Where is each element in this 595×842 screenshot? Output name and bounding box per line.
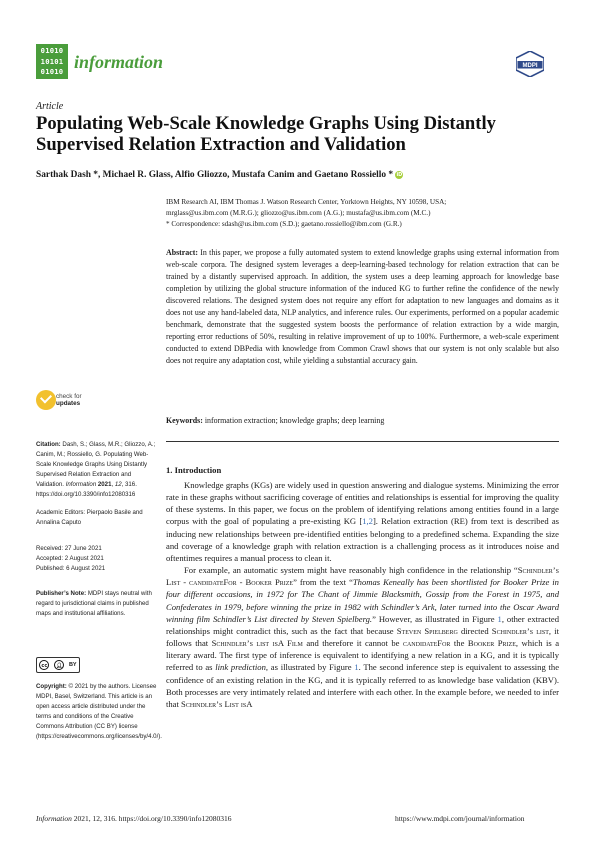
keywords-label: Keywords: xyxy=(166,416,203,425)
logo-row: 10101 xyxy=(40,56,64,66)
figure-link[interactable]: 1 xyxy=(354,662,359,673)
abstract-label: Abstract: xyxy=(166,248,198,257)
keywords-text: information extraction; knowledge graphs; deep learning xyxy=(204,416,385,425)
journal-logo xyxy=(36,44,68,79)
journal-name: information xyxy=(74,52,164,72)
abstract xyxy=(166,247,559,367)
author-list xyxy=(36,170,556,180)
mdpi-logo-icon xyxy=(516,51,544,77)
cc-license-icon[interactable] xyxy=(36,657,80,673)
affiliation-block xyxy=(166,197,561,230)
check-icon xyxy=(36,390,56,410)
footer-url[interactable]: https://www.mdpi.com/journal/information xyxy=(395,814,525,823)
publisher-note: Publisher’s Note: MDPI stays neutral with regard to jurisdictional claims in published maps and institutional affiliations. xyxy=(36,590,152,617)
article-type: Article xyxy=(36,101,64,112)
check-for-label: check for xyxy=(56,393,82,400)
publisher-note-label: Publisher’s Note: xyxy=(36,590,87,597)
logo-row: 01010 xyxy=(40,46,64,55)
received-date: Received: 27 June 2021 xyxy=(36,545,102,552)
affiliation-line: IBM Research AI, IBM Thomas J. Watson Research Center, Yorktown Heights, NY 10598, USA; xyxy=(166,198,447,206)
body-text xyxy=(166,479,559,710)
copyright-block: Copyright: © 2021 by the authors. Licensee MDPI, Basel, Switzerland. This article is an open access article distributed under the terms and conditions of the Creative Commons Attribution (CC BY) license (https://creativecommons.org/licenses/by/4.0/). xyxy=(36,683,162,740)
check-for-updates-badge[interactable] xyxy=(36,390,96,412)
paragraph: For example, an automatic system might have reasonably high confidence in the relationship “Schindler’s List - candidateFor - Booker Prize” from the text “Thomas Keneally has been shortlisted for Booker Prize in four different occasions, in 1972 for The Chant of Jimmie Blacksmith, Gossip from the Forest in 1975, and Confederates in 1979, before winning the prize in 1982 with Schindler’s Ark, later turned into the Oscar Award winning film Schindler’s List directed by Steven Spielberg.” However, as illustrated in Figure 1, other extracted relationships might contradict this, such as the fact that because Steven Spielberg directed Schindler’s list, it follows that Schindler’s list isA Film and therefore it cannot be candidateFor the Booker Prize, which is a literary award. The first type of inference is equivalent to identifying a new relation in a KG, and it is typically referred to as link prediction, as illustrated by Figure 1. The second inference step is equivalent to assessing the confidence of an existing relation in the KG, and it is typically referred to as knowledge base validation (KBV). Both processes are very intimately related and interfere with each other. In the example before, we needed to infer that Schindler’s List isA xyxy=(166,565,560,709)
keywords xyxy=(166,416,559,425)
section-divider xyxy=(166,441,559,442)
citation-label: Citation: xyxy=(36,441,61,448)
cc-by-label: BY xyxy=(68,662,77,668)
abstract-text: In this paper, we propose a fully automated system to extend knowledge graphs using external information from web-scale corpora. The designed system leverages a deep-learning-based technology for relation extraction that can be trained by a distantly supervised approach. In addition, the system uses a deep learning approach for knowledge base completion by utilizing the global structure information of the induced KG to further refine the confidence of the newly discovered relations. The designed system does not require any effort for adaptation to new languages and domains as it does not use any hand-labeled data, NLP analytics, and inference rules. Our experiments, performed on a popular academic benchmark, demonstrate that the suggested system boosts the performance of relation extraction by a wide margin, reporting error reductions of 50%, resulting in relative improvement of up to 100%. Furthermore, a web-scale experiment conducted to extend DBPedia with knowledge from Common Crawl shows that our system is not only scalable but also does not require any adaptation cost, while yielding a substantial accuracy gain. xyxy=(166,248,560,366)
paper-title: Populating Web-Scale Knowledge Graphs Using Distantly Supervised Relation Extraction and Validation xyxy=(36,113,496,155)
correspondence-line: * Correspondence: sdash@us.ibm.com (S.D.); gaetano.rossiello@ibm.com (G.R.) xyxy=(166,220,402,228)
section-heading: 1. Introduction xyxy=(166,465,222,475)
paragraph: Knowledge graphs (KGs) are widely used in question answering and dialogue systems. Minimizing the error rate in these graphs without sacrificing coverage of entities and relationships is essential for improving the quality of these systems. In this paper, we focus on the problem of identifying relations among entities found in a large corpus with the goal of populating a pre-existing KG [1,2]. Relation extraction (RE) from text is described as inducing new relationships between pre-identified entities belonging to a predefined schema. Expanding the size and coverage of a knowledge graph with relation extraction is a challenging process as it introduces noise and oftentimes requires a manual process to clean it. xyxy=(166,480,559,563)
authors-text: Sarthak Dash *, Michael R. Glass, Alfio Gliozzo, Mustafa Canim and Gaetano Rossiello * xyxy=(36,170,394,180)
citation-block: Citation: Dash, S.; Glass, M.R.; Gliozzo, A.; Canim, M.; Rossiello, G. Populating Web-Scale Knowledge Graphs Using Distantly Supervised Relation Extraction and Validation. Information 2021, 12, 316. https://doi.org/10.3390/info12080316 xyxy=(36,441,156,498)
citation-link[interactable]: 1,2 xyxy=(362,516,373,527)
published-date: Published: 6 August 2021 xyxy=(36,564,106,572)
figure-link[interactable]: 1 xyxy=(497,613,502,624)
orcid-icon[interactable]: iD xyxy=(396,172,403,178)
affiliation-emails: mrglass@us.ibm.com (M.R.G.); gliozzo@us.ibm.com (A.G.); mustafa@us.ibm.com (M.C.) xyxy=(166,209,431,217)
cc-icon: cc xyxy=(39,660,49,670)
footer-citation: Information 2021, 12, 316. https://doi.org/10.3390/info12080316 xyxy=(36,814,232,823)
accepted-date: Accepted: 2 August 2021 xyxy=(36,554,104,562)
dates-block xyxy=(36,544,158,574)
mdpi-logo-text: MDPI xyxy=(522,63,538,70)
logo-row: 01010 xyxy=(40,67,64,77)
person-icon: 👤︎ xyxy=(54,660,64,670)
academic-editors: Academic Editors: Pierpaolo Basile and Annalina Caputo xyxy=(36,509,143,526)
copyright-label: Copyright: xyxy=(36,683,67,690)
updates-label: updates xyxy=(56,400,81,407)
